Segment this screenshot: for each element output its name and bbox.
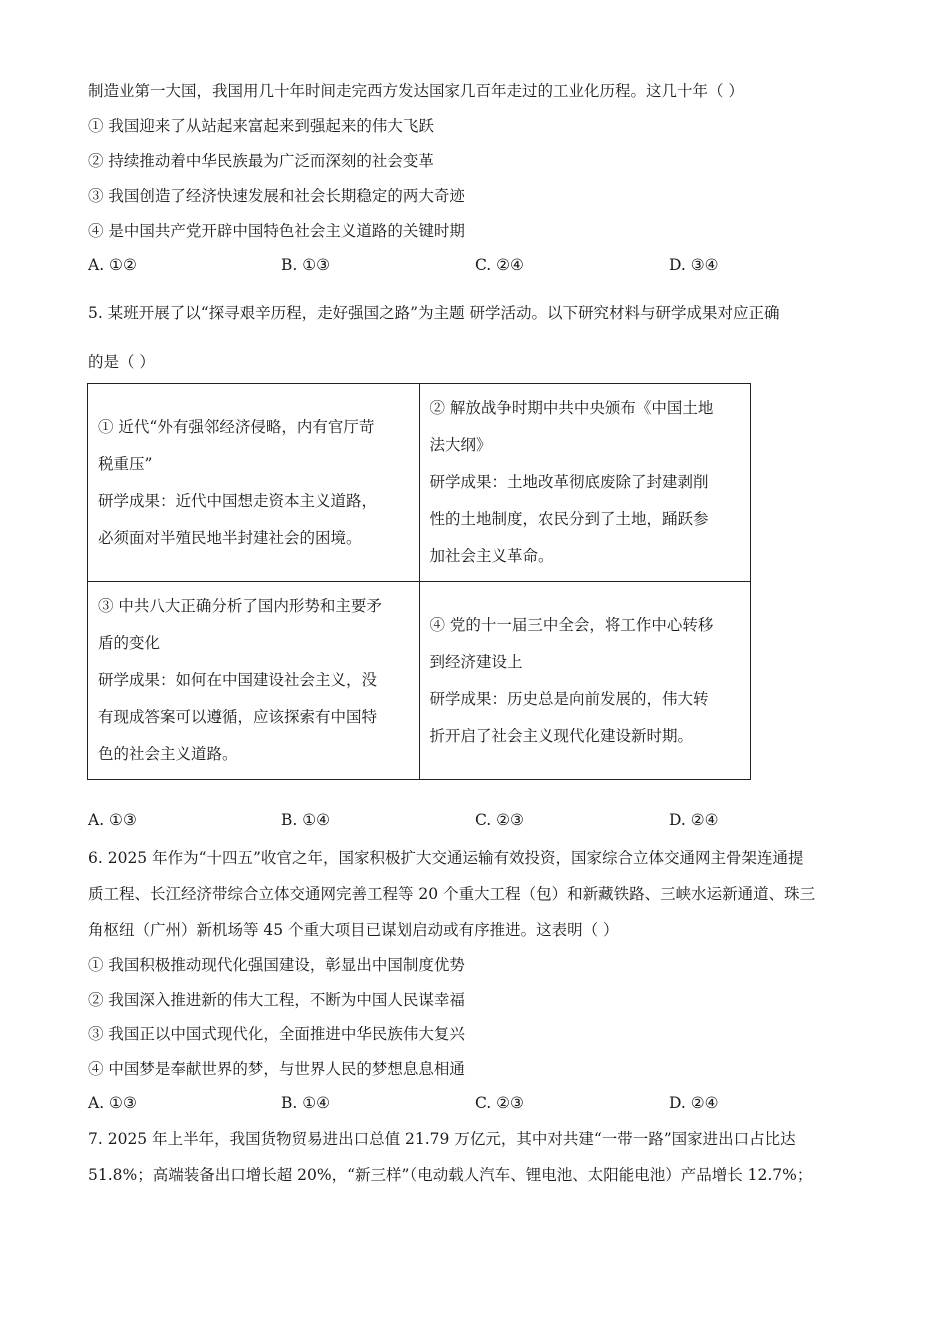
q4-statement-2: ② 持续推动着中华民族最为广泛而深刻的社会变革 — [88, 152, 434, 170]
cell-line: ④ 党的十一届三中全会，将工作中心转移 — [429, 615, 714, 634]
q6-statement-3: ③ 我国正以中国式现代化，全面推进中华民族伟大复兴 — [88, 1025, 465, 1043]
q4-statement-4: ④ 是中国共产党开辟中国特色社会主义道路的关键时期 — [88, 222, 465, 240]
table-row — [88, 582, 751, 780]
q7-stem-line-1: 7. 2025 年上半年，我国货物贸易进出口总值 21.79 万亿元，其中对共建“一带一路”国家进出口占比达 — [88, 1130, 796, 1148]
cell-line: 法大纲》 — [429, 436, 492, 454]
q6-option-d[interactable]: D. ②④ — [669, 1094, 719, 1112]
cell-line: 税重压” — [98, 454, 153, 473]
q6-stem-line-3: 角枢纽（广州）新机场等 45 个重大项目已谋划启动或有序推进。这表明（ ） — [88, 921, 619, 939]
cell-line: 研学成果：历史总是向前发展的，伟大转 — [429, 689, 709, 708]
cell-line: 研学成果：土地改革彻底废除了封建剥削 — [429, 473, 709, 491]
q5-option-d[interactable]: D. ②④ — [669, 811, 719, 829]
q6-statement-4: ④ 中国梦是奉献世界的梦，与世界人民的梦想息息相通 — [88, 1060, 465, 1078]
q5-option-b[interactable]: B. ①④ — [281, 811, 331, 829]
q4-option-a[interactable]: A. ①② — [88, 256, 137, 274]
q6-stem-line-2: 质工程、长江经济带综合立体交通网完善工程等 20 个重大工程（包）和新藏铁路、三峡水运新通道、珠三 — [88, 885, 816, 903]
q6-option-a[interactable]: A. ①③ — [88, 1094, 137, 1112]
cell-line: 色的社会主义道路。 — [98, 745, 238, 763]
q4-options — [88, 254, 888, 276]
cell-line: 必须面对半殖民地半封建社会的困境。 — [98, 528, 362, 547]
q5-option-c[interactable]: C. ②③ — [475, 811, 524, 829]
q4-option-b[interactable]: B. ①③ — [281, 256, 331, 274]
cell-line: 研学成果：如何在中国建设社会主义，没 — [98, 671, 378, 689]
q4-statement-3: ③ 我国创造了经济快速发展和社会长期稳定的两大奇迹 — [88, 187, 465, 205]
q5-options — [88, 809, 888, 831]
table-cell-2 — [419, 384, 751, 582]
q5-material-table — [87, 383, 751, 780]
q6-statement-2: ② 我国深入推进新的伟大工程，不断为中国人民谋幸福 — [88, 991, 465, 1009]
q4-stem: 制造业第一大国，我国用几十年时间走完西方发达国家几百年走过的工业化历程。这几十年（ ） — [88, 82, 744, 100]
cell-line: ① 近代“外有强邻经济侵略，内有官厅苛 — [98, 417, 375, 436]
table-row — [88, 384, 751, 582]
q6-option-b[interactable]: B. ①④ — [281, 1094, 331, 1112]
q7-stem-line-2: 51.8%；高端装备出口增长超 20%，“新三样”（电动载人汽车、锂电池、太阳能电池）产品增长 12.7%； — [88, 1166, 813, 1184]
cell-line: 研学成果：近代中国想走资本主义道路， — [98, 491, 378, 510]
cell-line: ③ 中共八大正确分析了国内形势和主要矛 — [98, 597, 382, 615]
cell-line: 到经济建设上 — [429, 652, 523, 671]
q4-option-d[interactable]: D. ③④ — [669, 256, 719, 274]
q6-options — [88, 1092, 888, 1114]
table-cell-4 — [419, 582, 751, 780]
q6-option-c[interactable]: C. ②③ — [475, 1094, 524, 1112]
cell-line: 盾的变化 — [98, 634, 161, 652]
table-cell-3 — [88, 582, 420, 780]
q5-option-a[interactable]: A. ①③ — [88, 811, 137, 829]
q6-statement-1: ① 我国积极推动现代化强国建设，彰显出中国制度优势 — [88, 956, 465, 974]
q4-option-c[interactable]: C. ②④ — [475, 256, 524, 274]
q6-stem-line-1: 6. 2025 年作为“十四五”收官之年，国家积极扩大交通运输有效投资，国家综合立体交通网主骨架连通提 — [88, 849, 804, 867]
cell-line: 性的土地制度，农民分到了土地，踊跃参 — [429, 510, 709, 528]
q5-stem-line-2: 的是（ ） — [88, 353, 155, 371]
cell-line: 加社会主义革命。 — [429, 547, 554, 565]
cell-line: 折开启了社会主义现代化建设新时期。 — [429, 726, 694, 745]
table-cell-1 — [88, 384, 420, 582]
cell-line: ② 解放战争时期中共中央颁布《中国土地 — [429, 399, 714, 417]
q4-statement-1: ① 我国迎来了从站起来富起来到强起来的伟大飞跃 — [88, 117, 434, 135]
cell-line: 有现成答案可以遵循，应该探索有中国特 — [98, 708, 378, 726]
q5-stem-line-1: 5. 某班开展了以“探寻艰辛历程，走好强国之路”为主题 研学活动。以下研究材料与研学成果对应正确 — [88, 304, 780, 322]
